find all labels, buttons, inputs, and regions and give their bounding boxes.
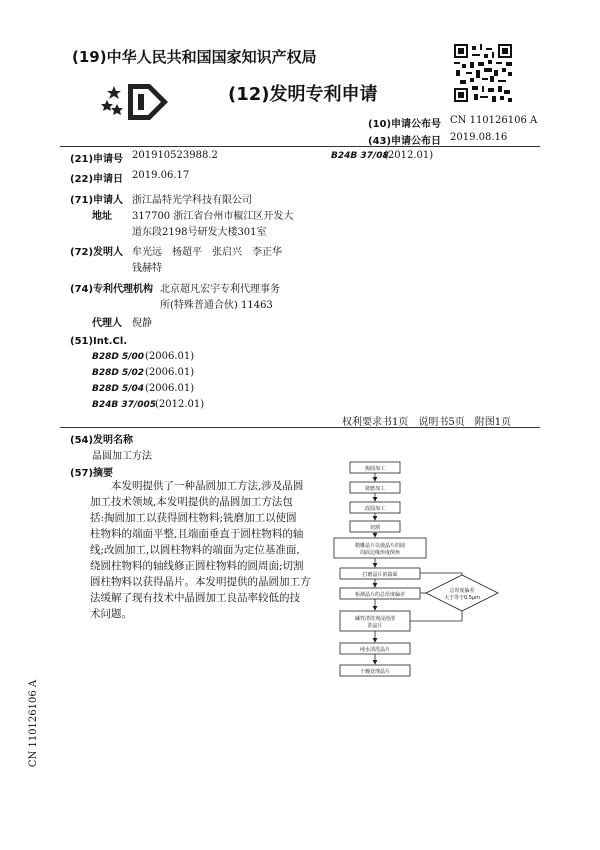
flow-step-label: 掏圆加工 — [364, 466, 386, 472]
flow-step-label: 切割 — [369, 525, 381, 531]
int-cl-version: (2006.01) — [145, 351, 195, 362]
publication-date: 2019.08.16 — [450, 132, 508, 143]
flow-step-label: 改圆加工 — [364, 506, 386, 512]
abstract-line: 加工技术领域,本发明提供的晶圆加工方法包 — [90, 496, 293, 508]
ipc-main-version: (2012.01) — [384, 150, 434, 161]
invention-title-label: (54)发明名称 — [70, 435, 134, 446]
flow-step-label: 周面边缘形成倒角 — [359, 550, 401, 556]
header-divider — [60, 146, 540, 147]
applicant-label: (71)申请人 — [70, 195, 124, 206]
agent-label: 代理人 — [92, 318, 122, 329]
biblio-divider — [60, 427, 540, 428]
abstract-line: 线;改圆加工,以圆柱物料的端面为定位基准面, — [90, 544, 300, 556]
pages-info: 权利要求书1页 说明书5页 附图1页 — [342, 417, 512, 428]
agency-line: 北京超凡宏宇专利代理事务 — [160, 284, 280, 295]
inventor-label: (72)发明人 — [70, 247, 124, 258]
inventor-line: 牟光远 杨超平 张启兴 李正华 — [132, 247, 282, 258]
qr-code — [454, 44, 512, 102]
invention-title: 晶圆加工方法 — [92, 451, 152, 462]
flow-step-label: 精雕晶片以使晶片的圆 — [354, 543, 406, 549]
applicant: 浙江晶特光学科技有限公司 — [132, 195, 252, 206]
abstract-label: (57)摘要 — [70, 468, 114, 479]
flow-step-label: 铣磨加工 — [364, 486, 386, 492]
document-type-title: (12)发明专利申请 — [228, 84, 378, 105]
ipc-main-code: B24B 37/08 — [331, 151, 389, 161]
flow-step-label: 打磨晶片的端面 — [362, 572, 398, 578]
int-cl-code: B24B 37/005 — [92, 400, 156, 410]
abstract-text — [90, 478, 311, 622]
flow-step-label: 纯水清洗晶片 — [359, 647, 391, 653]
process-flowchart — [330, 458, 500, 688]
agent: 倪静 — [132, 318, 152, 329]
int-cl-code: B28D 5/00 — [92, 352, 145, 362]
agency-label: (74)专利代理机构 — [70, 284, 154, 295]
int-cl-label: (51)Int.Cl. — [70, 336, 128, 347]
address-label: 地址 — [92, 211, 112, 222]
flow-decision-label: 大于等于0.5μm — [443, 595, 481, 601]
abstract-line: 法缓解了现有技术中晶圆加工良品率较低的技 — [90, 592, 300, 604]
application-number: 201910523988.2 — [132, 150, 218, 161]
flow-decision-label: 总厚度偏差 — [449, 588, 475, 594]
int-cl-version: (2006.01) — [145, 367, 195, 378]
abstract-line: 绕圆柱物料的轴线修正圆柱物料的圆周面;切割 — [90, 560, 304, 572]
cnipa-logo — [98, 80, 178, 124]
flow-step-label: 洗晶片 — [367, 623, 383, 629]
side-publication-number: CN 110126106 A — [28, 679, 40, 768]
flow-step-label: 碱性清洗剂浸泡清 — [354, 616, 396, 622]
int-cl-version: (2012.01) — [155, 399, 205, 410]
abstract-line: 本发明提供了一种晶圆加工方法,涉及晶圆 — [90, 480, 304, 492]
agency-line: 所(特殊普通合伙) 11463 — [160, 300, 273, 311]
filing-date-label: (22)申请日 — [70, 174, 124, 185]
abstract-line: 柱物料的端面平整,且端面垂直于圆柱物料的轴 — [90, 528, 304, 540]
application-number-label: (21)申请号 — [70, 154, 124, 165]
filing-date: 2019.06.17 — [132, 170, 190, 181]
publication-number-label: (10)申请公布号 — [368, 119, 442, 130]
address-line: 317700 浙江省台州市椒江区开发大 — [132, 211, 294, 222]
int-cl-code: B28D 5/02 — [92, 368, 145, 378]
flow-step-label: 干燥处理晶片 — [359, 669, 391, 675]
publication-date-label: (43)申请公布日 — [368, 136, 442, 147]
inventor-line: 钱赫特 — [132, 263, 162, 274]
abstract-line: 术问题。 — [90, 608, 132, 620]
abstract-line: 括:掏圆加工以获得圆柱物料;铣磨加工以使圆 — [90, 512, 297, 524]
office-name: (19)中华人民共和国国家知识产权局 — [72, 48, 317, 66]
publication-number: CN 110126106 A — [450, 115, 538, 126]
abstract-line: 圆柱物料以获得晶片。本发明提供的晶圆加工方 — [90, 576, 311, 588]
address-line: 道东段2198号研发大楼301室 — [132, 227, 267, 238]
int-cl-code: B28D 5/04 — [92, 384, 145, 394]
flow-step-label: 检测晶片的总厚度偏差 — [354, 592, 406, 598]
int-cl-version: (2006.01) — [145, 383, 195, 394]
